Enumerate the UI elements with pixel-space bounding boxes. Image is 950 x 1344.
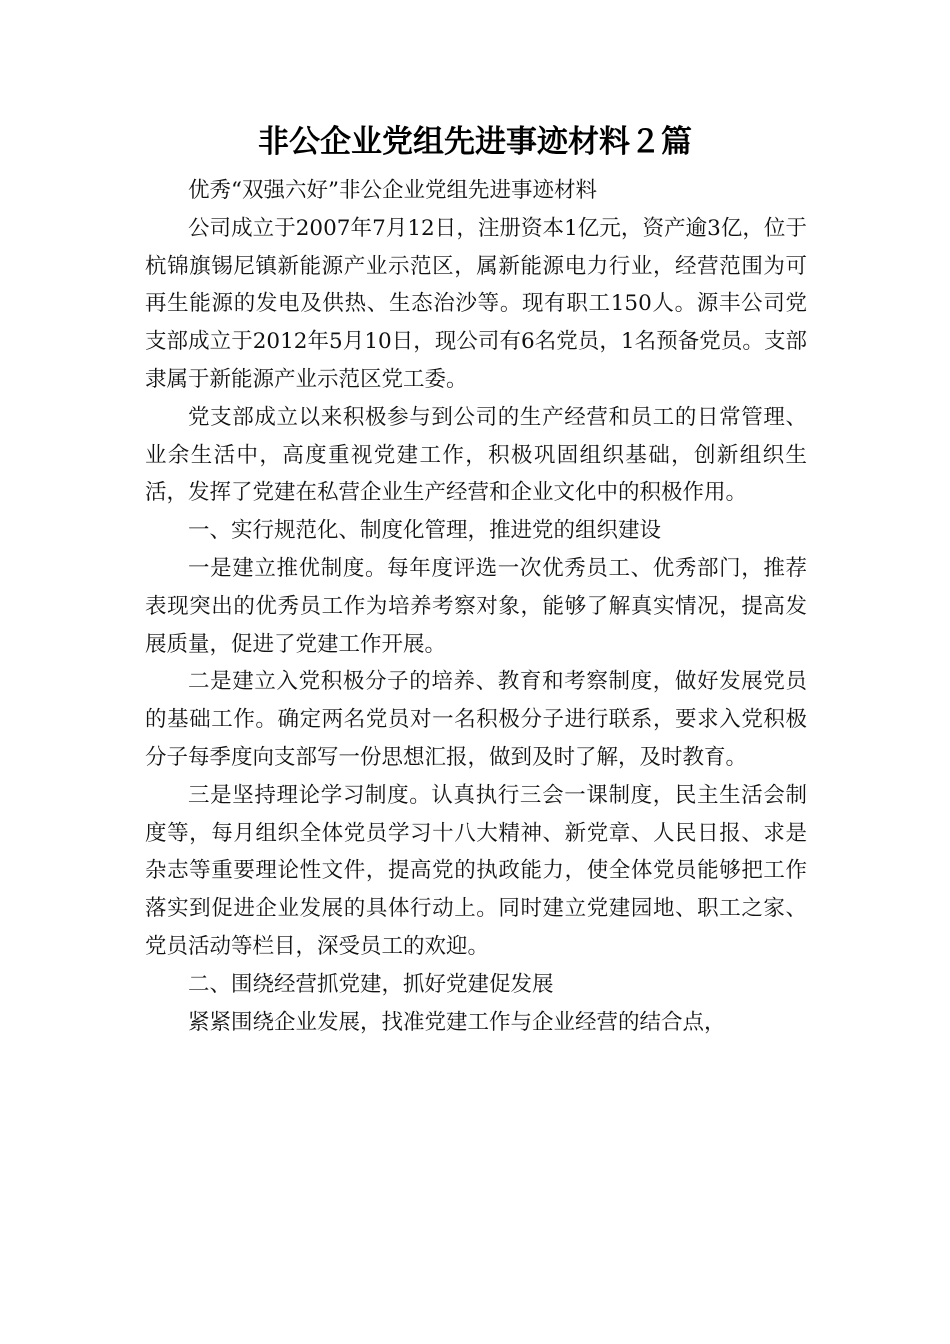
party-branch-paragraph: 党支部成立以来积极参与到公司的生产经营和员工的日常管理、业余生活中，高度重视党建工作，积极巩固组织基础，创新组织生活，发挥了党建在私营企业生产经营和企业文化中的积极作用。 <box>145 404 807 506</box>
section-heading-1: 一、实行规范化、制度化管理，推进党的组织建设 <box>188 518 662 544</box>
body-paragraph: 三是坚持理论学习制度。认真执行三会一课制度，民主生活会制度等，每月组织全体党员学习十八大精神、新党章、人民日报、求是杂志等重要理论性文件，提高党的执政能力，使全体党员能够把工作落实到促进企业发展的具体行动上。同时建立党建园地、职工之家、党员活动等栏目，深受员工的欢迎。 <box>145 782 807 959</box>
subtitle-paragraph: 优秀“双强六好”非公企业党组先进事迹材料 <box>188 178 597 203</box>
section-heading-2: 二、围绕经营抓党建，抓好党建促发展 <box>188 971 554 997</box>
body-paragraph: 紧紧围绕企业发展，找准党建工作与企业经营的结合点， <box>188 1009 726 1035</box>
body-paragraph: 一是建立推优制度。每年度评选一次优秀员工、优秀部门，推荐表现突出的优秀员工作为培养考察对象，能够了解真实情况，提高发展质量，促进了党建工作开展。 <box>145 555 807 657</box>
body-paragraph: 二是建立入党积极分子的培养、教育和考察制度，做好发展党员的基础工作。确定两名党员对一名积极分子进行联系，要求入党积极分子每季度向支部写一份思想汇报，做到及时了解，及时教育。 <box>145 669 807 770</box>
company-intro-paragraph: 公司成立于2007年7月12日，注册资本1亿元，资产逾3亿，位于杭锦旗锡尼镇新能源产业示范区，属新能源电力行业，经营范围为可再生能源的发电及供热、生态治沙等。现有职工150人。源丰公司党支部成立于2012年5月10日，现公司有6名党员，1名预备党员。支部隶属于新能源产业示范区党工委。 <box>145 215 807 392</box>
document-title: 非公企业党组先进事迹材料２篇 <box>258 124 692 160</box>
document-body <box>145 172 807 1041</box>
